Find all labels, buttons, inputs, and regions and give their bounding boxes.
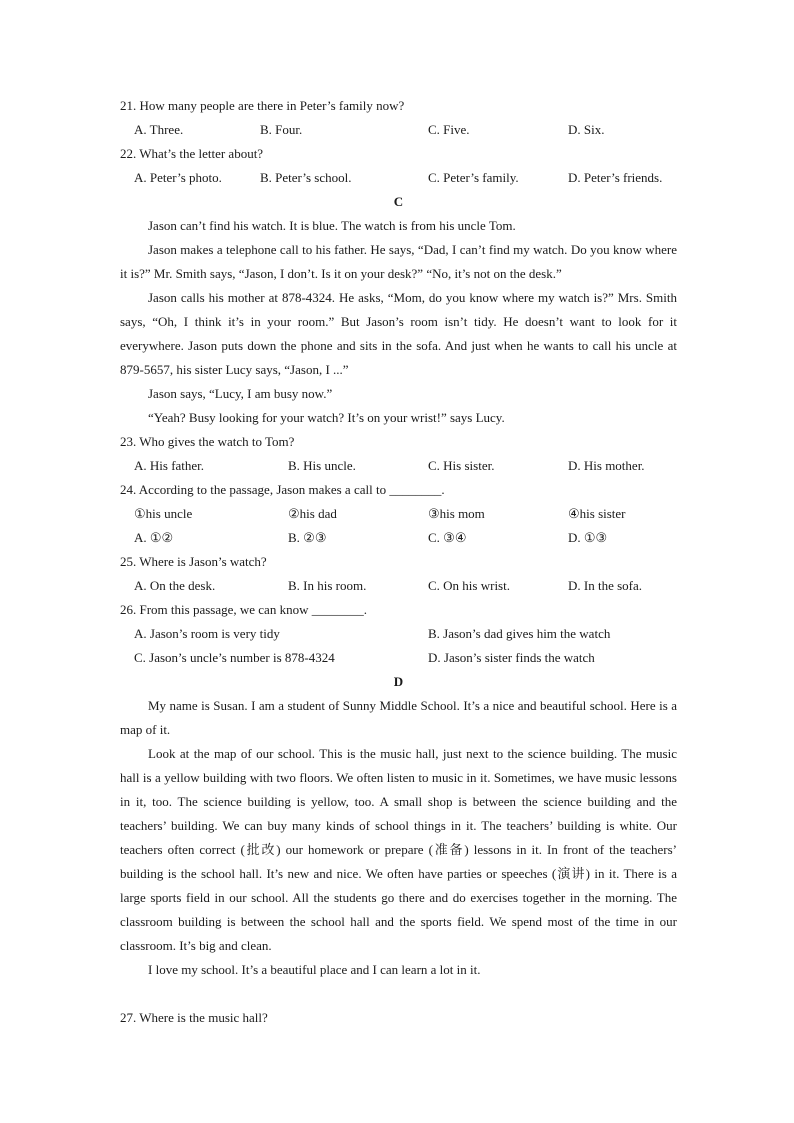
option-d: D. Jason’s sister finds the watch	[428, 650, 595, 665]
question-21: 21. How many people are there in Peter’s family now?	[120, 98, 405, 113]
option-a: A. Jason’s room is very tidy	[134, 626, 280, 641]
choice-1: ①his uncle	[134, 506, 193, 521]
question-22: 22. What’s the letter about?	[120, 146, 264, 161]
option-a: A. His father.	[134, 458, 205, 473]
options-26-row2	[120, 646, 677, 670]
question-23: 23. Who gives the watch to Tom?	[120, 434, 295, 449]
passage-d-paragraph: I love my school. It’s a beautiful place and I can learn a lot in it.	[148, 962, 481, 977]
question-26: 26. From this passage, we can know ________.	[120, 602, 367, 617]
choice-3: ③his mom	[428, 506, 485, 521]
option-c: C. ③④	[428, 530, 467, 545]
option-a: A. On the desk.	[134, 578, 216, 593]
option-b: B. Peter’s school.	[260, 170, 352, 185]
option-c: C. Peter’s family.	[428, 170, 519, 185]
passage-c-paragraph: “Yeah? Busy looking for your watch? It’s on your wrist!” says Lucy.	[148, 410, 505, 425]
option-d: D. Peter’s friends.	[568, 170, 663, 185]
option-b: B. In his room.	[288, 578, 367, 593]
options-23	[120, 454, 677, 478]
options-21	[120, 118, 677, 142]
passage-d-paragraph: My name is Susan. I am a student of Sunny Middle School. It’s a nice and beautiful school. Here is a map of it.	[120, 698, 677, 737]
question-27: 27. Where is the music hall?	[120, 1010, 268, 1025]
option-d: D. In the sofa.	[568, 578, 643, 593]
section-d-heading: D	[393, 674, 404, 689]
option-b: B. Jason’s dad gives him the watch	[428, 626, 611, 641]
options-24	[120, 526, 677, 550]
option-a: A. ①②	[134, 530, 174, 545]
option-c: C. His sister.	[428, 458, 495, 473]
exam-page	[120, 94, 677, 1030]
option-d: D. Six.	[568, 122, 605, 137]
passage-c-paragraph: Jason makes a telephone call to his father. He says, “Dad, I can’t find my watch. Do you know where it is?” Mr. Smith says, “Jason, I don’t. Is it on your desk?” “No, it’s not on the desk.”	[120, 242, 677, 281]
question-24: 24. According to the passage, Jason makes a call to ________.	[120, 482, 445, 497]
options-22	[120, 166, 677, 190]
option-d: D. His mother.	[568, 458, 645, 473]
section-c-heading: C	[393, 194, 404, 209]
option-c: C. Five.	[428, 122, 470, 137]
options-25	[120, 574, 677, 598]
option-a: A. Three.	[134, 122, 184, 137]
question-25: 25. Where is Jason’s watch?	[120, 554, 267, 569]
option-c: C. On his wrist.	[428, 578, 510, 593]
choice-2: ②his dad	[288, 506, 337, 521]
choice-4: ④his sister	[568, 506, 626, 521]
spacer	[120, 982, 677, 1006]
passage-d-paragraph: Look at the map of our school. This is the music hall, just next to the science building. The music hall is a yellow building with two floors. We often listen to music in it. Sometimes, we have music lessons in it, too. The science building is yellow, too. A small shop is between the science building and the teachers’ building. We can buy many kinds of school things in it. The teachers’ building is white. Our teachers often correct (批改) our homework or prepare (准备) lessons in it. In front of the teachers’ building is the school hall. It’s new and nice. We often have parties or speeches (演讲) in it. There is a large sports field in our school. All the students go there and do exercises together in the morning. The classroom building is between the school hall and the sports field. We spend most of the time in our classroom. It’s big and clean.	[120, 746, 677, 953]
option-c: C. Jason’s uncle’s number is 878-4324	[134, 650, 335, 665]
option-a: A. Peter’s photo.	[134, 170, 222, 185]
passage-c-paragraph: Jason can’t find his watch. It is blue. The watch is from his uncle Tom.	[148, 218, 516, 233]
option-b: B. His uncle.	[288, 458, 356, 473]
option-b: B. ②③	[288, 530, 327, 545]
options-26-row1	[120, 622, 677, 646]
option-b: B. Four.	[260, 122, 303, 137]
choices-24	[120, 502, 677, 526]
passage-c-paragraph: Jason says, “Lucy, I am busy now.”	[148, 386, 333, 401]
option-d: D. ①③	[568, 530, 608, 545]
passage-c-paragraph: Jason calls his mother at 878-4324. He asks, “Mom, do you know where my watch is?” Mrs. Smith says, “Oh, I think it’s in your room.” But Jason’s room isn’t tidy. He doesn’t want to look for it everywhere. Jason puts down the phone and sits in the sofa. And just when he wants to call his uncle at 879-5657, his sister Lucy says, “Jason, I ...”	[120, 290, 677, 377]
